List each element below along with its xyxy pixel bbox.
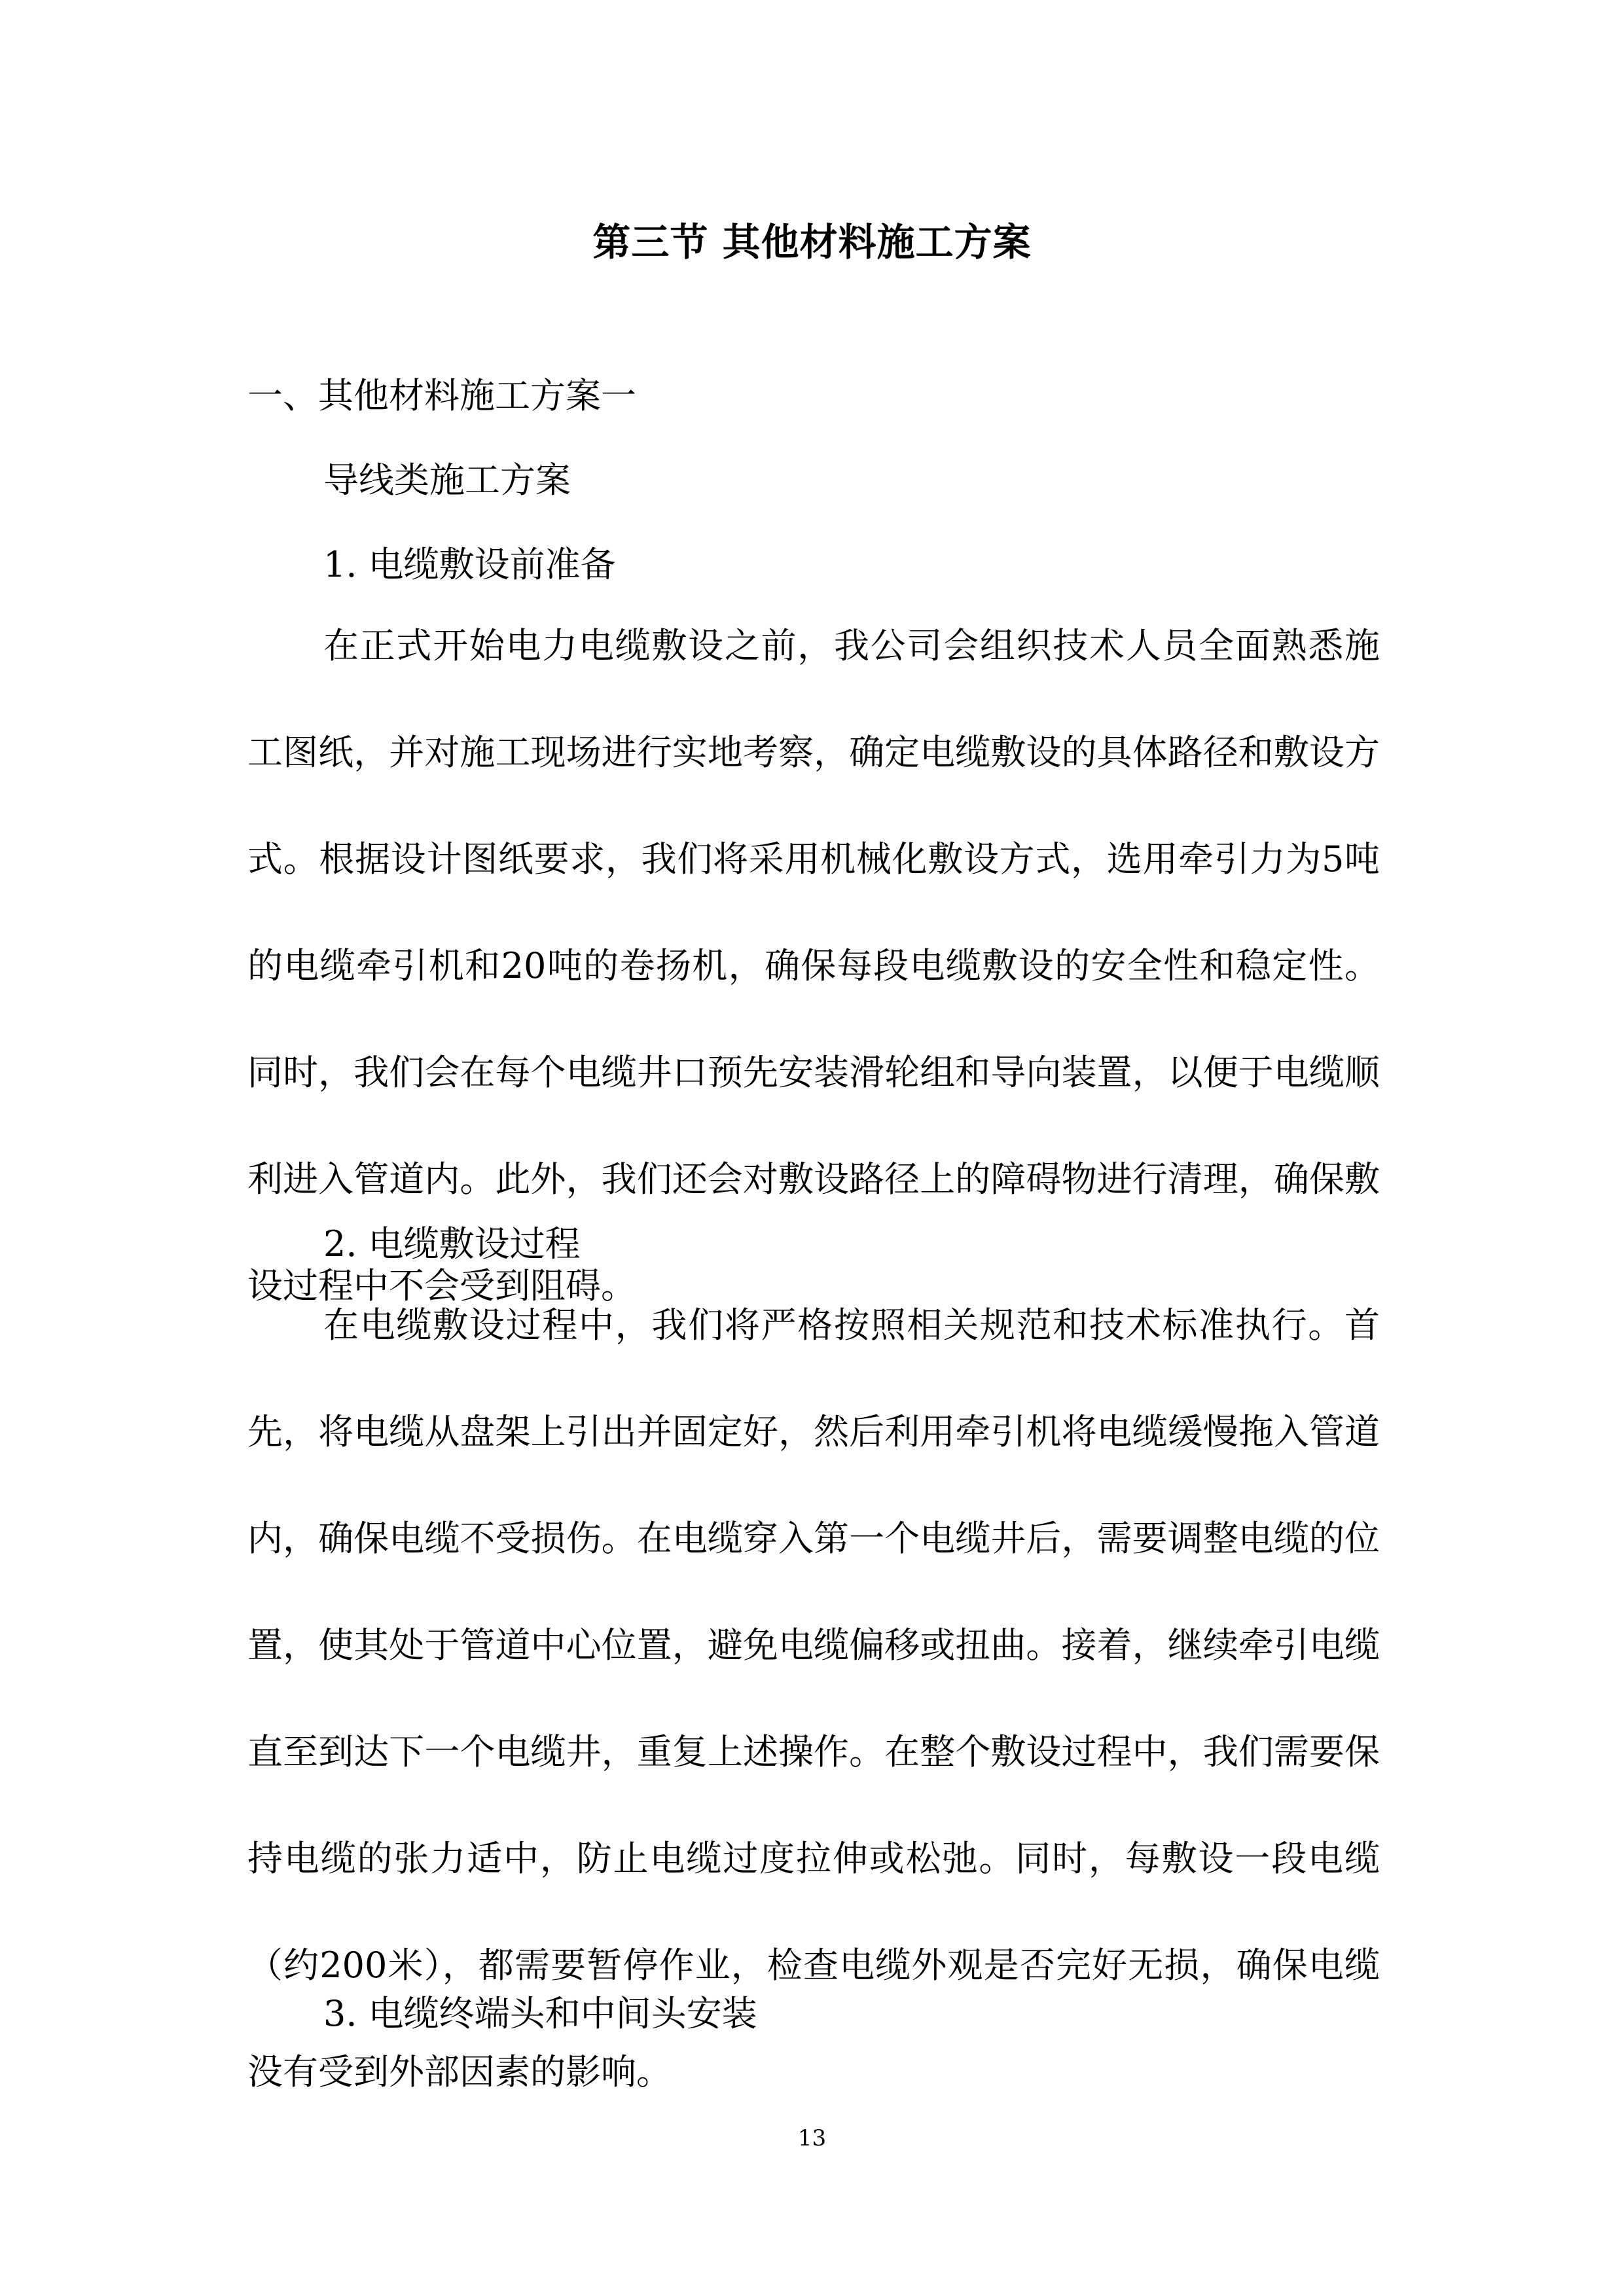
subtitle: 导线类施工方案: [323, 459, 571, 501]
page-title: 第三节 其他材料施工方案: [592, 220, 1032, 264]
item-heading-3: 3. 电缆终端头和中间头安装: [323, 1993, 757, 2034]
page-number: 13: [797, 2125, 827, 2151]
item-heading-2: 2. 电缆敷设过程: [323, 1223, 581, 1265]
paragraph-2: 在电缆敷设过程中，我们将严格按照相关规范和技术标准执行。首先，将电缆从盘架上引出并固定好，然后利用牵引机将电缆缓慢拖入管道内，确保电缆不受损伤。在电缆穿入第一个电缆井后，需要调整电缆的位置，使其处于管道中心位置，避免电缆偏移或扭曲。接着，继续牵引电缆直至到达下一个电缆井，重复上述操作。在整个敷设过程中，我们需要保持电缆的张力适中，防止电缆过度拉伸或松弛。同时，每敷设一段电缆（约200米），都需要暂停作业，检查电缆外观是否完好无损，确保电缆没有受到外部因素的影响。: [247, 1304, 1380, 2092]
section-heading: 一、其他材料施工方案一: [247, 375, 636, 416]
item-heading-1: 1. 电缆敷设前准备: [323, 544, 616, 585]
paragraph-1: 在正式开始电力电缆敷设之前，我公司会组织技术人员全面熟悉施工图纸，并对施工现场进行实地考察，确定电缆敷设的具体路径和敷设方式。根据设计图纸要求，我们将采用机械化敷设方式，选用牵引力为5吨的电缆牵引机和20吨的卷扬机，确保每段电缆敷设的安全性和稳定性。同时，我们会在每个电缆井口预先安装滑轮组和导向装置，以便于电缆顺利进入管道内。此外，我们还会对敷设路径上的障碍物进行清理，确保敷设过程中不会受到阻碍。: [247, 625, 1380, 1306]
